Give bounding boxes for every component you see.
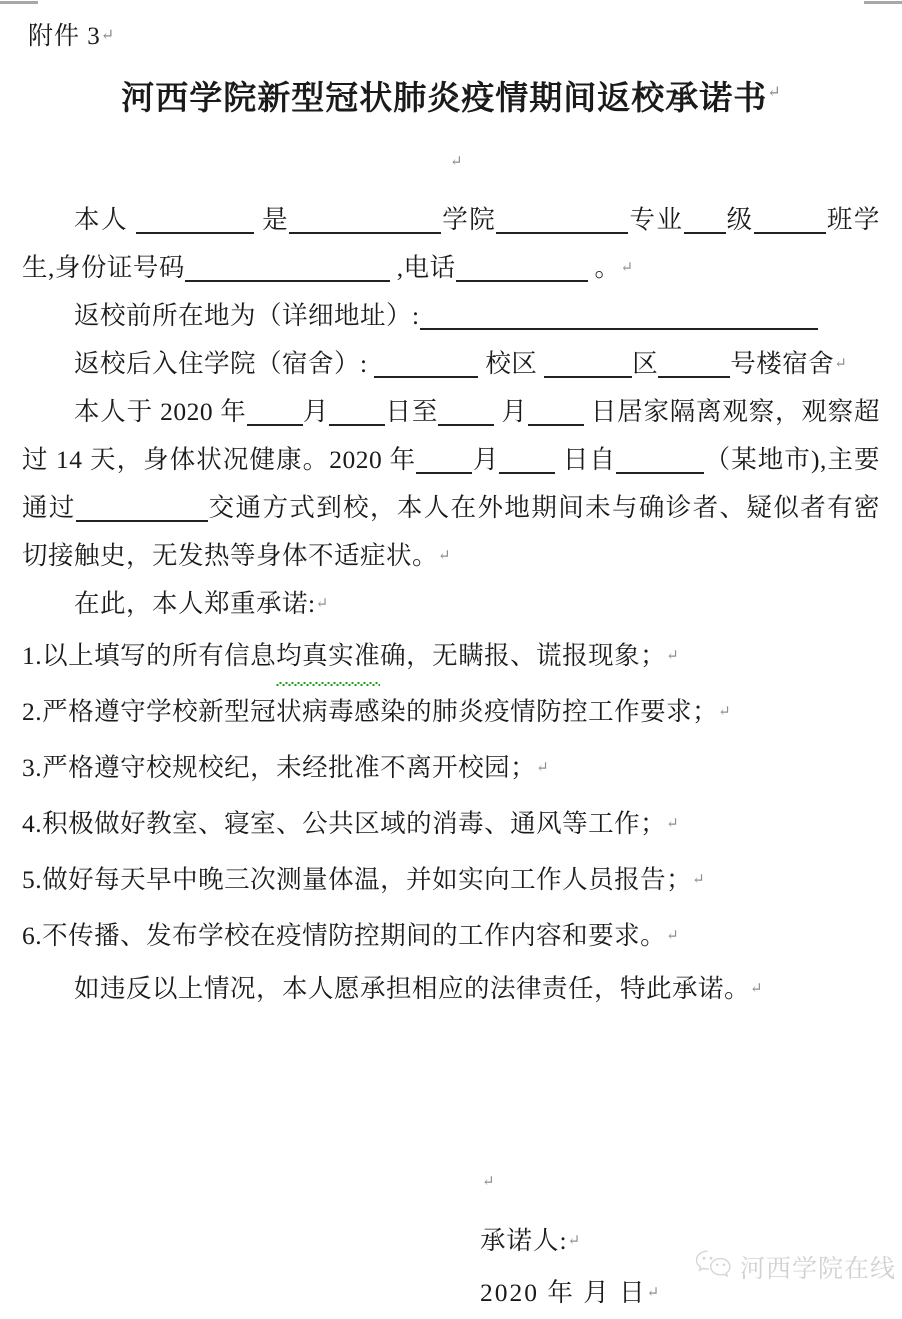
signature-date-row	[480, 1267, 659, 1319]
list-item	[22, 796, 880, 852]
label-grade: 级	[725, 205, 754, 234]
label-is: 是	[262, 205, 290, 234]
blank-field-grade[interactable]	[684, 206, 726, 234]
label-building: 号楼	[730, 349, 783, 378]
blank-field-transport[interactable]	[76, 494, 208, 522]
label-dorm-room: 宿舍	[782, 349, 835, 378]
page-title-text: 河西学院新型冠状肺炎疫情期间返校承诺书	[121, 81, 768, 117]
blank-field-major[interactable]	[496, 206, 628, 234]
list-item-text-pre: 严格遵守校规校纪，未经批准不离开校园；	[42, 753, 537, 782]
label-day-from: 日自	[562, 445, 617, 474]
label-month: 月	[302, 397, 330, 426]
blank-field-phone[interactable]	[456, 254, 588, 282]
blank-field-zone[interactable]	[544, 350, 632, 378]
blank-field-start-day[interactable]	[329, 398, 385, 426]
empty-paragraph-mark: ↵	[450, 154, 463, 170]
label-phone: ,电话	[396, 253, 456, 282]
grammar-marked-text: 均真实准	[276, 628, 380, 683]
wechat-icon	[694, 1248, 734, 1285]
list-item-number: 3.	[22, 753, 43, 782]
label-month-3: 月	[472, 445, 500, 474]
signature-block	[480, 1215, 659, 1319]
empty-paragraph-mark: ↵	[482, 1174, 495, 1190]
list-item	[22, 852, 880, 908]
pilcrow-mark: ↵	[438, 548, 451, 564]
list-item	[22, 740, 880, 796]
pilcrow-mark: ↵	[834, 356, 847, 372]
list-item-number: 1.	[22, 641, 43, 670]
label-city-hint: （某地市),主要通过	[22, 445, 880, 522]
signer-label: 承诺人:	[480, 1226, 568, 1255]
pilcrow-mark: ↵	[536, 760, 549, 776]
blank-field-city[interactable]	[616, 446, 704, 474]
blank-field-start-month[interactable]	[247, 398, 303, 426]
list-item	[22, 684, 880, 740]
blank-field-name[interactable]	[136, 206, 254, 234]
closing-text: 如违反以上情况，本人愿承担相应的法律责任，特此承诺。	[74, 974, 751, 1003]
blank-field-id-number[interactable]	[185, 254, 390, 282]
blank-field-college[interactable]	[289, 206, 441, 234]
document-body	[22, 196, 880, 1014]
paragraph-closing	[22, 964, 880, 1014]
pilcrow-mark: ↵	[767, 84, 781, 101]
label-day-to: 日至	[385, 397, 439, 426]
label-class-student-id: 班学生,身份证号码	[22, 205, 880, 282]
pilcrow-mark: ↵	[666, 816, 679, 832]
list-item-text-pre: 做好每天早中晚三次测量体温，并如实向工作人员报告；	[42, 865, 693, 894]
list-item-number: 5.	[22, 865, 43, 894]
label-self: 本人	[74, 205, 129, 234]
list-item	[22, 908, 880, 964]
label-quarantine-detail: 日居家隔离观察，观察超过 14 天，身体状况健康。2020 年	[22, 397, 880, 474]
list-item-text-pre: 积极做好教室、寝室、公共区域的消毒、通风等工作；	[42, 809, 667, 838]
label-period: 。	[594, 253, 621, 282]
blank-field-building[interactable]	[658, 350, 730, 378]
pilcrow-mark: ↵	[620, 260, 634, 276]
label-pledge-intro: 在此，本人郑重承诺:	[74, 589, 316, 618]
pilcrow-mark: ↵	[692, 872, 705, 888]
pilcrow-mark: ↵	[100, 27, 115, 44]
paragraph-personal-info	[22, 196, 880, 292]
blank-field-campus[interactable]	[374, 350, 478, 378]
pilcrow-mark: ↵	[666, 928, 679, 944]
pilcrow-mark: ↵	[718, 704, 731, 720]
list-item-text-pre: 严格遵守学校新型冠状病毒感染的肺炎疫情防控工作要求；	[42, 697, 719, 726]
pilcrow-mark: ↵	[750, 981, 763, 997]
blank-field-arrival-month[interactable]	[416, 446, 472, 474]
page-title	[0, 72, 902, 119]
list-item	[22, 628, 880, 684]
label-address-before-return: 返校前所在地为（详细地址）:	[74, 301, 420, 330]
label-transport-detail: 交通方式到校，本人在外地期间未与确诊者、疑似者有密切接触史，无发热等身体不适症状。	[22, 493, 880, 570]
pilcrow-mark: ↵	[646, 1285, 660, 1301]
attachment-label	[28, 16, 114, 52]
list-item-number: 6.	[22, 921, 43, 950]
label-major: 专业	[628, 205, 684, 234]
blank-field-detailed-address[interactable]	[420, 302, 818, 330]
blank-field-class[interactable]	[754, 206, 826, 234]
watermark-text: 河西学院在线	[740, 1254, 897, 1283]
pilcrow-mark: ↵	[315, 596, 329, 612]
label-campus: 校区	[485, 349, 538, 378]
label-zone: 区	[632, 349, 659, 378]
watermark	[694, 1248, 896, 1285]
commitment-list	[22, 628, 880, 964]
pilcrow-mark: ↵	[567, 1233, 581, 1249]
label-college: 学院	[441, 205, 497, 234]
signer-label-row	[480, 1215, 659, 1267]
label-month-2: 月	[501, 397, 528, 426]
paragraph-pledge-intro	[22, 580, 880, 628]
paragraph-address-before-return	[22, 292, 880, 340]
attachment-label-text: 附件 3	[28, 23, 101, 50]
blank-field-end-month[interactable]	[438, 398, 494, 426]
signature-date: 2020 年 月 日	[480, 1278, 647, 1307]
list-item-text-post: 确，无瞒报、谎报现象；	[380, 641, 667, 670]
blank-field-end-day[interactable]	[528, 398, 584, 426]
list-item-text-pre: 以上填写的所有信息	[42, 641, 277, 670]
pilcrow-mark: ↵	[666, 648, 679, 664]
label-year-2020-start: 本人于 2020 年	[74, 397, 247, 426]
list-item-number: 2.	[22, 697, 43, 726]
list-item-text-pre: 不传播、发布学校在疫情防控期间的工作内容和要求。	[42, 921, 667, 950]
blank-field-arrival-day[interactable]	[499, 446, 555, 474]
label-dormitory: 返校后入住学院（宿舍）:	[74, 349, 368, 378]
paragraph-dormitory	[22, 340, 880, 388]
paragraph-quarantine-travel	[22, 388, 880, 580]
list-item-number: 4.	[22, 809, 43, 838]
